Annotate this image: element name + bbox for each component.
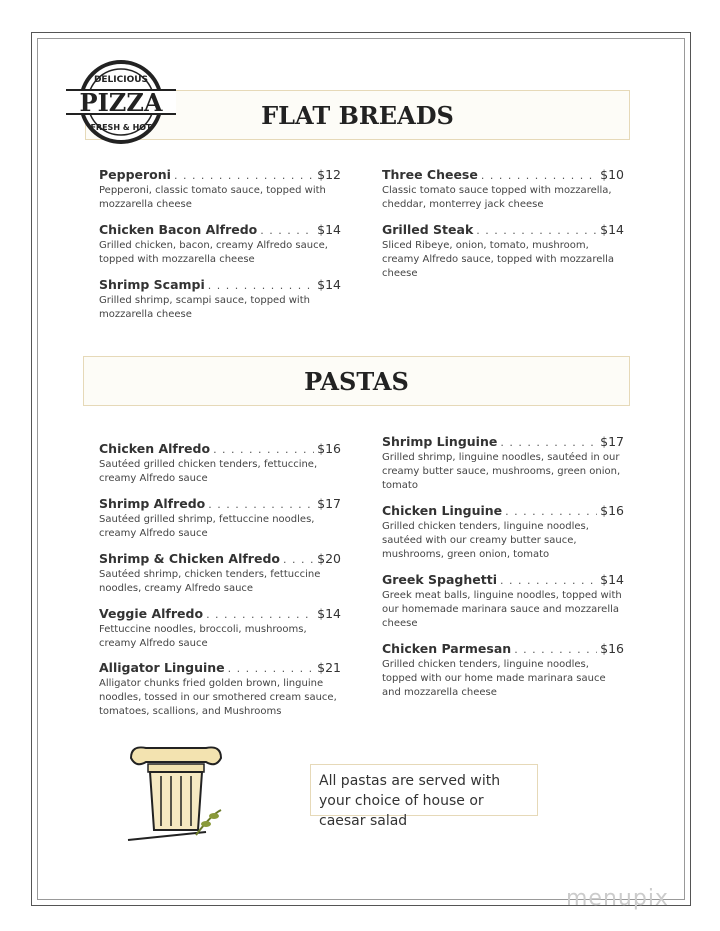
menu-item — [99, 606, 341, 651]
pizza-logo — [64, 60, 178, 144]
leader-dots — [500, 436, 597, 449]
leader-dots — [283, 553, 314, 566]
menu-item-header — [99, 277, 341, 292]
menu-item-price: $16 — [600, 641, 624, 656]
menu-item-name: Chicken Parmesan — [382, 641, 512, 656]
menu-item-name: Shrimp Linguine — [382, 434, 498, 449]
menu-item-header — [382, 222, 624, 237]
menu-item-name: Chicken Alfredo — [99, 441, 211, 456]
menupix-watermark: menupix — [566, 886, 669, 911]
menu-item-header — [99, 167, 341, 182]
menu-item-header — [99, 606, 341, 621]
menu-item-price: $14 — [317, 277, 341, 292]
menu-item — [99, 222, 341, 267]
menu-item — [99, 496, 341, 541]
menu-item-description: Sautéed shrimp, chicken tenders, fettuccine noodles, creamy Alfredo sauce — [99, 569, 321, 594]
menu-item-description: Classic tomato sauce topped with mozzarella, cheddar, monterrey jack cheese — [382, 185, 612, 210]
menu-item — [382, 222, 624, 281]
logo-top-text: DELICIOUS — [93, 75, 149, 85]
menu-item-header — [382, 503, 624, 518]
menu-item-header — [382, 434, 624, 449]
menu-item-price: $14 — [600, 572, 624, 587]
leader-dots — [505, 505, 597, 518]
menu-item — [99, 277, 341, 322]
menu-item-name: Shrimp Alfredo — [99, 496, 206, 511]
leader-dots — [174, 169, 314, 182]
leader-dots — [481, 169, 597, 182]
menu-item — [382, 503, 624, 562]
pastas-side-note: All pastas are served with your choice of house or caesar salad — [310, 764, 538, 816]
section-title: PASTAS — [304, 366, 409, 396]
menu-item-header — [382, 167, 624, 182]
menu-item-header — [99, 660, 341, 675]
menu-item-description: Sautéed grilled shrimp, fettuccine noodles, creamy Alfredo sauce — [99, 514, 315, 539]
menu-item-name: Alligator Linguine — [99, 660, 225, 675]
menu-item-price: $14 — [600, 222, 624, 237]
menu-item-header — [99, 222, 341, 237]
menu-item-name: Greek Spaghetti — [382, 572, 497, 587]
menu-item-price: $14 — [317, 606, 341, 621]
menu-item — [382, 167, 624, 212]
logo-bottom-text: FRESH & HOT — [90, 123, 152, 132]
menu-item-description: Alligator chunks fried golden brown, linguine noodles, tossed in our smothered cream sauce, tomatoes, scallions, and Mushrooms — [99, 678, 337, 717]
menu-item-name: Veggie Alfredo — [99, 606, 204, 621]
menu-item-name: Shrimp & Chicken Alfredo — [99, 551, 280, 566]
leader-dots — [213, 443, 314, 456]
menu-item-header — [382, 641, 624, 656]
menu-item — [99, 441, 341, 486]
menu-item-price: $14 — [317, 222, 341, 237]
menu-item-description: Fettuccine noodles, broccoli, mushrooms, creamy Alfredo sauce — [99, 624, 307, 649]
menu-item-price: $20 — [317, 551, 341, 566]
menu-item-description: Grilled chicken, bacon, creamy Alfredo sauce, topped with mozzarella cheese — [99, 240, 328, 265]
menu-item-header — [99, 551, 341, 566]
leader-dots — [206, 608, 314, 621]
menu-item-header — [382, 572, 624, 587]
menu-item-description: Grilled chicken tenders, linguine noodles, topped with our home made marinara sauce and mozzarella cheese — [382, 659, 606, 698]
menu-item-name: Grilled Steak — [382, 222, 474, 237]
leader-dots — [260, 224, 314, 237]
menu-item — [382, 572, 624, 631]
leader-dots — [514, 643, 597, 656]
leader-dots — [208, 279, 314, 292]
menu-item-description: Grilled shrimp, scampi sauce, topped with mozzarella cheese — [99, 295, 310, 320]
greek-column-illustration — [126, 740, 226, 850]
menu-item — [382, 641, 624, 700]
leader-dots — [228, 662, 314, 675]
menu-item-name: Three Cheese — [382, 167, 478, 182]
menu-item-price: $16 — [317, 441, 341, 456]
menu-item — [99, 167, 341, 212]
menu-item-description: Sautéed grilled chicken tenders, fettuccine, creamy Alfredo sauce — [99, 459, 318, 484]
menu-item-price: $10 — [600, 167, 624, 182]
logo-main-text: PIZZA — [79, 88, 163, 117]
menu-item-price: $17 — [600, 434, 624, 449]
menu-item-price: $17 — [317, 496, 341, 511]
menu-item-price: $12 — [317, 167, 341, 182]
menu-item — [99, 551, 341, 596]
menu-item-header — [99, 496, 341, 511]
menu-item-price: $21 — [317, 660, 341, 675]
menu-item-name: Pepperoni — [99, 167, 171, 182]
menu-item-description: Pepperoni, classic tomato sauce, topped with mozzarella cheese — [99, 185, 326, 210]
menu-item-description: Grilled chicken tenders, linguine noodles, sautéed with our creamy butter sauce, mushrooms, green onion, tomato — [382, 521, 589, 560]
menu-item-description: Sliced Ribeye, onion, tomato, mushroom, creamy Alfredo sauce, topped with mozzarella cheese — [382, 240, 615, 279]
leader-dots — [500, 574, 597, 587]
leader-dots — [476, 224, 597, 237]
menu-item-name: Shrimp Scampi — [99, 277, 205, 292]
menu-item-description: Greek meat balls, linguine noodles, topped with our homemade marinara sauce and mozzarella cheese — [382, 590, 622, 629]
pastas-title-box — [83, 356, 630, 406]
menu-item — [99, 660, 341, 719]
menu-item-header — [99, 441, 341, 456]
section-title: FLAT BREADS — [261, 100, 454, 130]
leader-dots — [208, 498, 314, 511]
menu-item — [382, 434, 624, 493]
menu-item-description: Grilled shrimp, linguine noodles, sautéed in our creamy butter sauce, mushrooms, green onion, tomato — [382, 452, 621, 491]
menu-item-name: Chicken Bacon Alfredo — [99, 222, 258, 237]
menu-item-name: Chicken Linguine — [382, 503, 503, 518]
menu-item-price: $16 — [600, 503, 624, 518]
